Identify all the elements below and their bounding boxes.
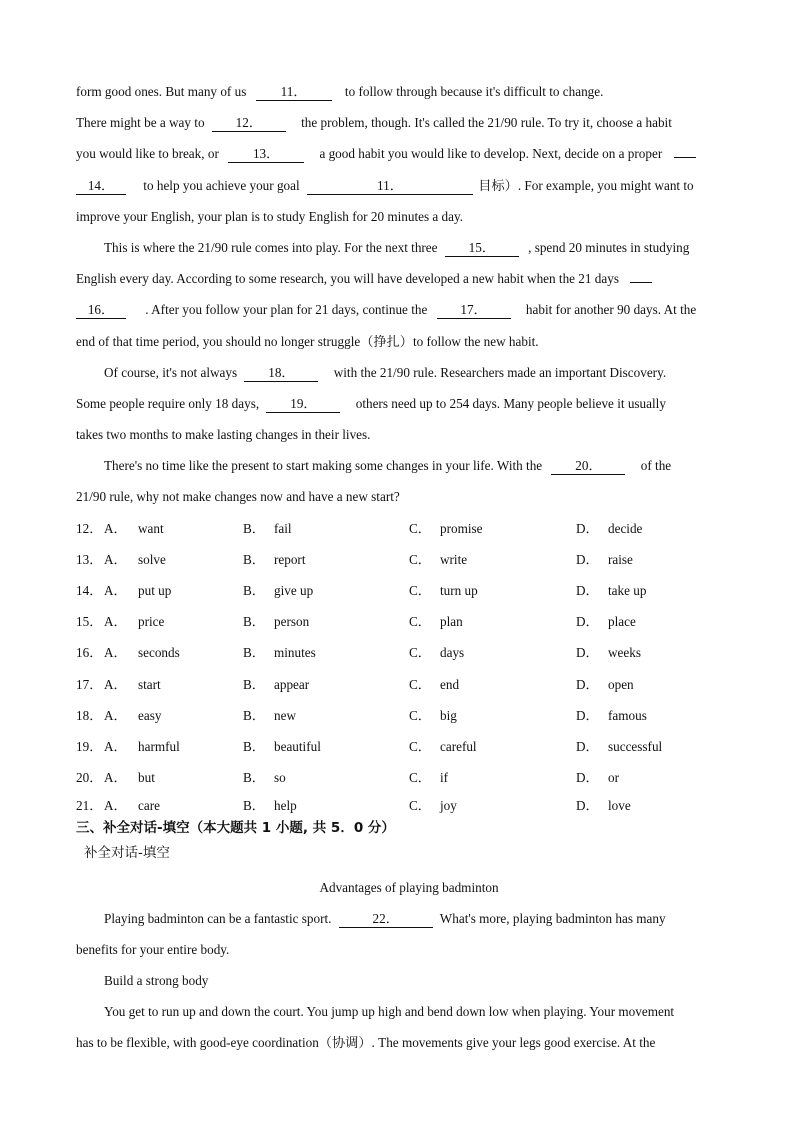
option-d[interactable]: take up xyxy=(608,583,647,598)
option-d[interactable]: successful xyxy=(608,738,663,754)
passage-line: Some people require only 18 days, 19． others need up to 254 days. Many people believe it usually xyxy=(76,395,666,411)
blank-19[interactable]: 19． xyxy=(266,396,340,413)
option-row: 14． A． put up B． give up C． turn up D． take up xyxy=(76,577,742,608)
option-a[interactable]: put up xyxy=(138,583,172,598)
blank-15[interactable]: 15． xyxy=(445,240,519,257)
passage-line: Playing badminton can be a fantastic sport. 22． What's more, playing badminton has many xyxy=(104,910,666,926)
section-subheading: 补全对话-填空 xyxy=(84,845,170,862)
option-a[interactable]: start xyxy=(138,676,161,692)
passage-line: form good ones. But many of us 11． to follow through because it's difficult to change. xyxy=(76,84,604,99)
option-b[interactable]: minutes xyxy=(274,645,316,661)
option-d[interactable]: famous xyxy=(608,707,647,723)
option-a[interactable]: care xyxy=(138,798,160,814)
option-b[interactable]: new xyxy=(274,707,296,723)
blank-22[interactable]: 22． xyxy=(339,911,433,928)
option-a[interactable]: solve xyxy=(138,551,166,567)
option-c[interactable]: plan xyxy=(440,614,463,630)
option-row: 21． A． care B． help C． joy D． love xyxy=(76,795,742,817)
option-row: 20． A． but B． so C． if D． or xyxy=(76,764,742,795)
option-row: 17． A． start B． appear C． end D． open xyxy=(76,671,742,702)
option-c[interactable]: write xyxy=(440,551,468,567)
blank-14[interactable]: 14． xyxy=(76,178,126,195)
option-b[interactable]: so xyxy=(274,770,286,786)
option-b[interactable]: fail xyxy=(274,520,292,536)
option-a[interactable]: seconds xyxy=(138,645,180,661)
passage-line: end of that time period, you should no longer struggle（挣扎）to follow the new habit. xyxy=(76,333,539,349)
passage-line: improve your English, your plan is to study English for 20 minutes a day. xyxy=(76,208,464,224)
blank-12[interactable]: 12． xyxy=(212,115,286,132)
option-b[interactable]: help xyxy=(274,798,297,814)
option-b[interactable]: person xyxy=(274,614,310,630)
blank-18[interactable]: 18． xyxy=(244,365,318,382)
option-c[interactable]: end xyxy=(440,676,460,692)
option-a[interactable]: but xyxy=(138,770,155,786)
option-c[interactable]: joy xyxy=(440,798,457,814)
blank-16[interactable]: 16． xyxy=(76,302,126,319)
passage-line: has to be flexible, with good-eye coordination（协调）. The movements give your legs good exercise. At the xyxy=(76,1035,656,1051)
passage-line: 16． . After you follow your plan for 21 days, continue the 17． habit for another 90 days. At the xyxy=(76,296,742,327)
option-row: 15． A． price B． person C． plan D． place xyxy=(76,608,742,639)
passage-title: Advantages of playing badminton xyxy=(319,879,499,895)
option-a[interactable]: price xyxy=(138,614,165,630)
blank-11[interactable]: 11． xyxy=(256,84,332,101)
option-row: 19． A． harmful B． beautiful C． careful D． successful xyxy=(76,733,742,764)
passage-line: 21/90 rule, why not make changes now and have a new start? xyxy=(76,489,400,505)
options-list xyxy=(76,515,742,818)
blank-17[interactable]: 17． xyxy=(437,302,511,319)
option-d[interactable]: weeks xyxy=(608,645,641,661)
option-a[interactable]: easy xyxy=(138,707,162,723)
option-b[interactable]: report xyxy=(274,551,306,567)
option-c[interactable]: big xyxy=(440,707,457,723)
option-row: 18． A． easy B． new C． big D． famous xyxy=(76,702,742,733)
passage-line: This is where the 21/90 rule comes into play. For the next three 15． , spend 20 minutes in studying xyxy=(104,239,690,255)
passage-line: benefits for your entire body. xyxy=(76,941,230,957)
passage-line: 14． to help you achieve your goal 11． 目标）. For example, you might want to xyxy=(76,172,742,203)
blank-line xyxy=(674,157,696,158)
option-c[interactable]: promise xyxy=(440,520,483,536)
passage-line: takes two months to make lasting changes in their lives. xyxy=(76,427,371,443)
exam-page xyxy=(76,78,742,1061)
section-heading: 三、补全对话-填空（本大题共 1 小题, 共 5．0 分） xyxy=(76,820,395,837)
option-c[interactable]: if xyxy=(440,770,449,786)
blank-13[interactable]: 13． xyxy=(228,146,304,163)
option-row: 16． A． seconds B． minutes C． days D． weeks xyxy=(76,639,742,670)
option-b[interactable]: beautiful xyxy=(274,738,321,754)
option-d[interactable]: love xyxy=(608,798,631,814)
option-row: 13． A． solve B． report C． write D． raise xyxy=(76,546,742,577)
option-a[interactable]: harmful xyxy=(138,738,180,754)
option-b[interactable]: give up xyxy=(274,583,314,598)
option-d[interactable]: or xyxy=(608,770,619,786)
passage-line: Of course, it's not always 18． with the 21/90 rule. Researchers made an important Discovery. xyxy=(104,364,667,380)
option-d[interactable]: place xyxy=(608,614,636,630)
option-d[interactable]: raise xyxy=(608,551,633,567)
option-c[interactable]: turn up xyxy=(440,583,478,598)
blank-line xyxy=(630,282,652,283)
option-a[interactable]: want xyxy=(138,520,164,536)
option-d[interactable]: open xyxy=(608,676,634,692)
option-d[interactable]: decide xyxy=(608,520,643,536)
passage-line: English every day. According to some research, you will have developed a new habit when the 21 days xyxy=(76,265,742,296)
passage-line: You get to run up and down the court. You jump up high and bend down low when playing. Your movement xyxy=(104,1004,675,1020)
option-c[interactable]: careful xyxy=(440,738,477,754)
blank-11-repeat[interactable]: 11． xyxy=(307,178,473,195)
passage-line: There's no time like the present to start making some changes in your life. With the 20． of the xyxy=(104,458,672,474)
blank-20[interactable]: 20． xyxy=(551,458,625,475)
option-b[interactable]: appear xyxy=(274,676,310,692)
section-subtitle: Build a strong body xyxy=(104,973,209,989)
option-row: 12． A． want B． fail C． promise D． decide xyxy=(76,515,742,546)
passage-line: you would like to break, or 13． a good habit you would like to develop. Next, decide on a proper xyxy=(76,140,742,171)
option-c[interactable]: days xyxy=(440,645,465,661)
passage-line: There might be a way to 12． the problem, though. It's called the 21/90 rule. To try it, choose a habit xyxy=(76,115,672,131)
